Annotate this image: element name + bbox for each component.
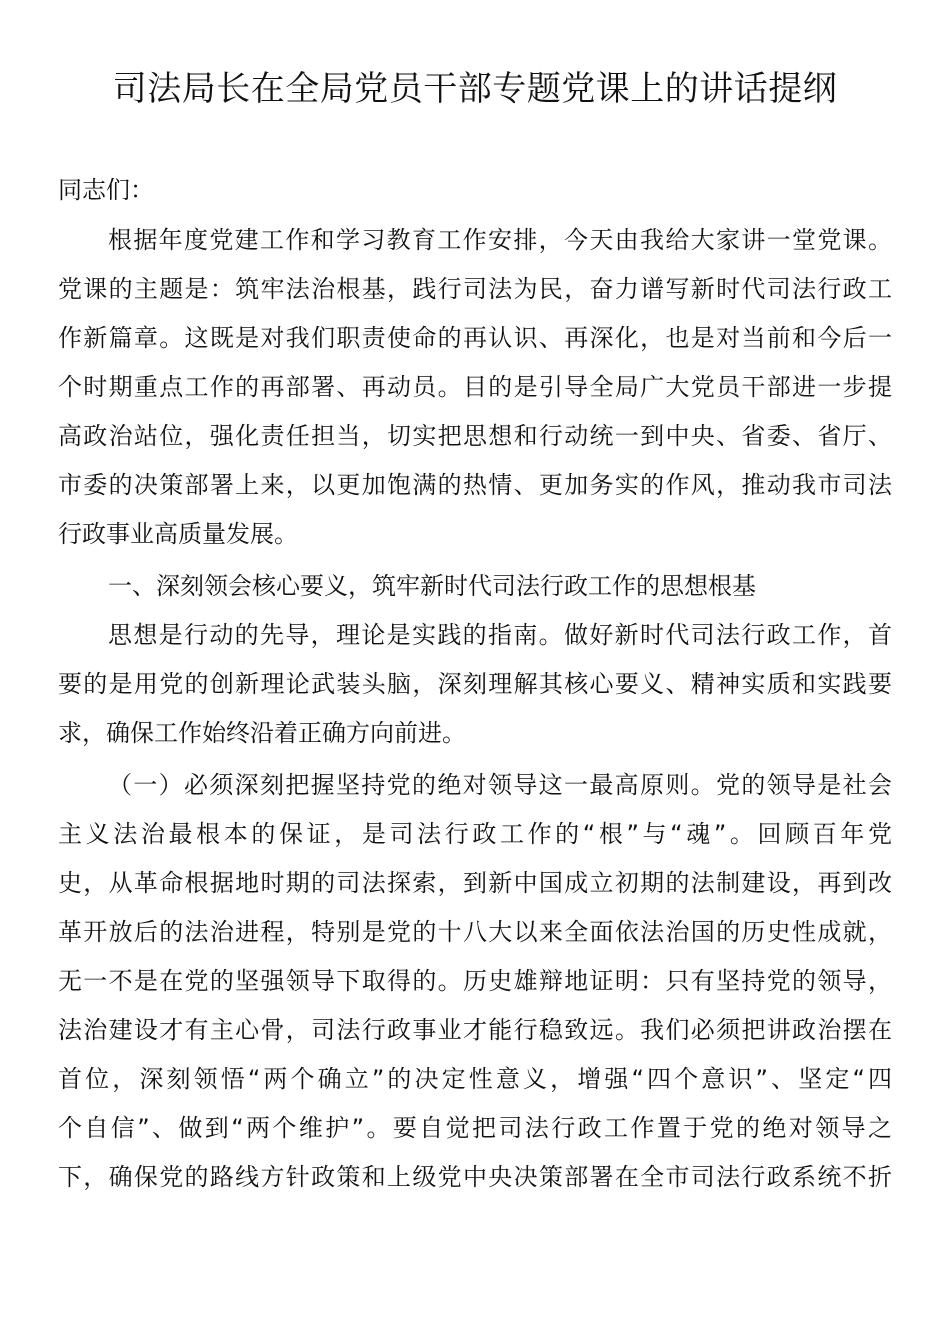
- paragraph-line: 法治建设才有主心骨，司法行政事业才能行稳致远。我们必须把讲政治摆在: [58, 1016, 892, 1044]
- paragraph-line: 根据年度党建工作和学习教育工作安排，今天由我给大家讲一堂党课。: [108, 226, 892, 254]
- paragraph-line: 市委的决策部署上来，以更加饱满的热情、更加务实的作风，推动我市司法: [58, 471, 892, 499]
- paragraph-line: （一）必须深刻把握坚持党的绝对领导这一最高原则。党的领导是社会: [108, 771, 892, 799]
- section-heading: 一、深刻领会核心要义，筑牢新时代司法行政工作的思想根基: [108, 572, 756, 600]
- paragraph-line: 革开放后的法治进程，特别是党的十八大以来全面依法治国的历史性成就，: [58, 918, 892, 946]
- paragraph-line: 个时期重点工作的再部署、再动员。目的是引导全局广大党员干部进一步提: [58, 373, 892, 401]
- paragraph-line: 行政事业高质量发展。: [58, 520, 298, 548]
- document-title: 司法局长在全局党员干部专题党课上的讲话提纲: [112, 69, 838, 109]
- paragraph-line: 作新篇章。这既是对我们职责使命的再认识、再深化，也是对当前和今后一: [58, 324, 892, 352]
- salutation: 同志们：: [58, 176, 154, 204]
- paragraph-line: 主义法治最根本的保证，是司法行政工作的“根”与“魂”。回顾百年党: [58, 820, 892, 848]
- paragraph-line: 求，确保工作始终沿着正确方向前进。: [58, 719, 466, 747]
- paragraph-line: 史，从革命根据地时期的司法探索，到新中国成立初期的法制建设，再到改: [58, 869, 892, 897]
- paragraph-line: 无一不是在党的坚强领导下取得的。历史雄辩地证明：只有坚持党的领导，: [58, 967, 892, 995]
- paragraph-line: 首位，深刻领悟“两个确立”的决定性意义，增强“四个意识”、坚定“四: [58, 1065, 892, 1093]
- paragraph-line: 下，确保党的路线方针政策和上级党中央决策部署在全市司法行政系统不折: [58, 1163, 892, 1191]
- paragraph-line: 党课的主题是：筑牢法治根基，践行司法为民，奋力谱写新时代司法行政工: [58, 275, 892, 303]
- paragraph-line: 高政治站位，强化责任担当，切实把思想和行动统一到中央、省委、省厅、: [58, 422, 892, 450]
- paragraph-line: 要的是用党的创新理论武装头脑，深刻理解其核心要义、精神实质和实践要: [58, 670, 892, 698]
- paragraph-line: 思想是行动的先导，理论是实践的指南。做好新时代司法行政工作，首: [108, 621, 892, 649]
- paragraph-line: 个自信”、做到“两个维护”。要自觉把司法行政工作置于党的绝对领导之: [58, 1114, 892, 1142]
